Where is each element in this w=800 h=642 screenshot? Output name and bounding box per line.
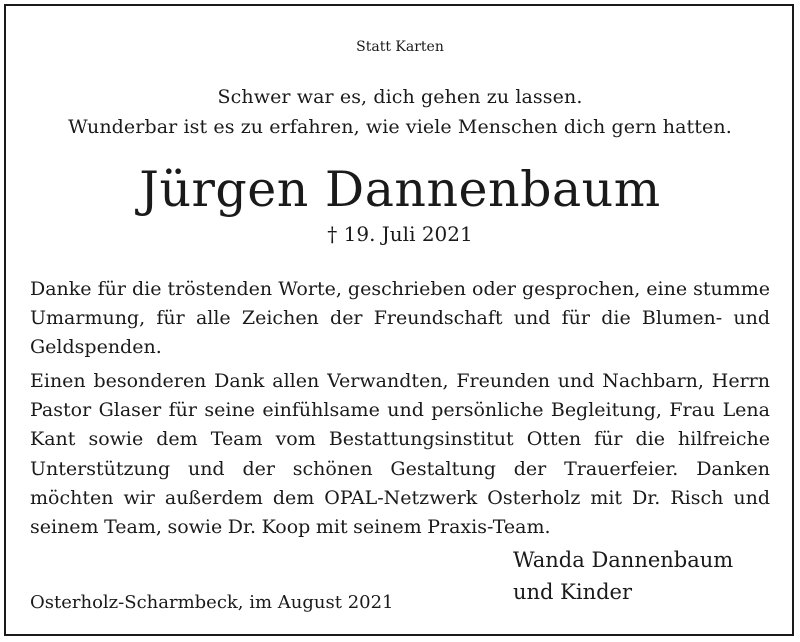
signer-name: Wanda Dannenbaum: [513, 548, 734, 572]
verse-line: Wunderbar ist es zu erfahren, wie viele Menschen dich gern hatten.: [68, 116, 732, 138]
death-date: † 19. Juli 2021: [327, 222, 473, 246]
header-note: Statt Karten: [356, 39, 444, 55]
verse-line: Schwer war es, dich gehen zu lassen.: [217, 86, 583, 108]
signer-family: und Kinder: [513, 580, 633, 604]
deceased-name: Jürgen Dannenbaum: [139, 161, 661, 218]
place-and-date: Osterholz-Scharmbeck, im August 2021: [30, 592, 394, 613]
special-thanks-paragraph: Einen besonderen Dank allen Verwandten, Freunden und Nachbarn, Herrn Pastor Glaser für seine einfühlsame und persönliche Begleitung, Frau Lena Kant sowie dem Team vom Bestattungsinstitut Otten für die hilfreiche Unterstützung und der schönen Gestaltung der Trauerfeier. Danken möchten wir außerdem dem OPAL-Netzwerk Osterholz mit Dr. Risch und seinem Team, sowie Dr. Koop mit seinem Praxis-Team.: [30, 370, 770, 539]
signers: [513, 544, 783, 608]
thanks-paragraph: Danke für die tröstenden Worte, geschrieben oder gesprochen, eine stumme Umarmung, für alle Zeichen der Freundschaft und für die Blumen- und Geldspenden.: [30, 278, 770, 359]
memorial-verse: [0, 82, 800, 142]
